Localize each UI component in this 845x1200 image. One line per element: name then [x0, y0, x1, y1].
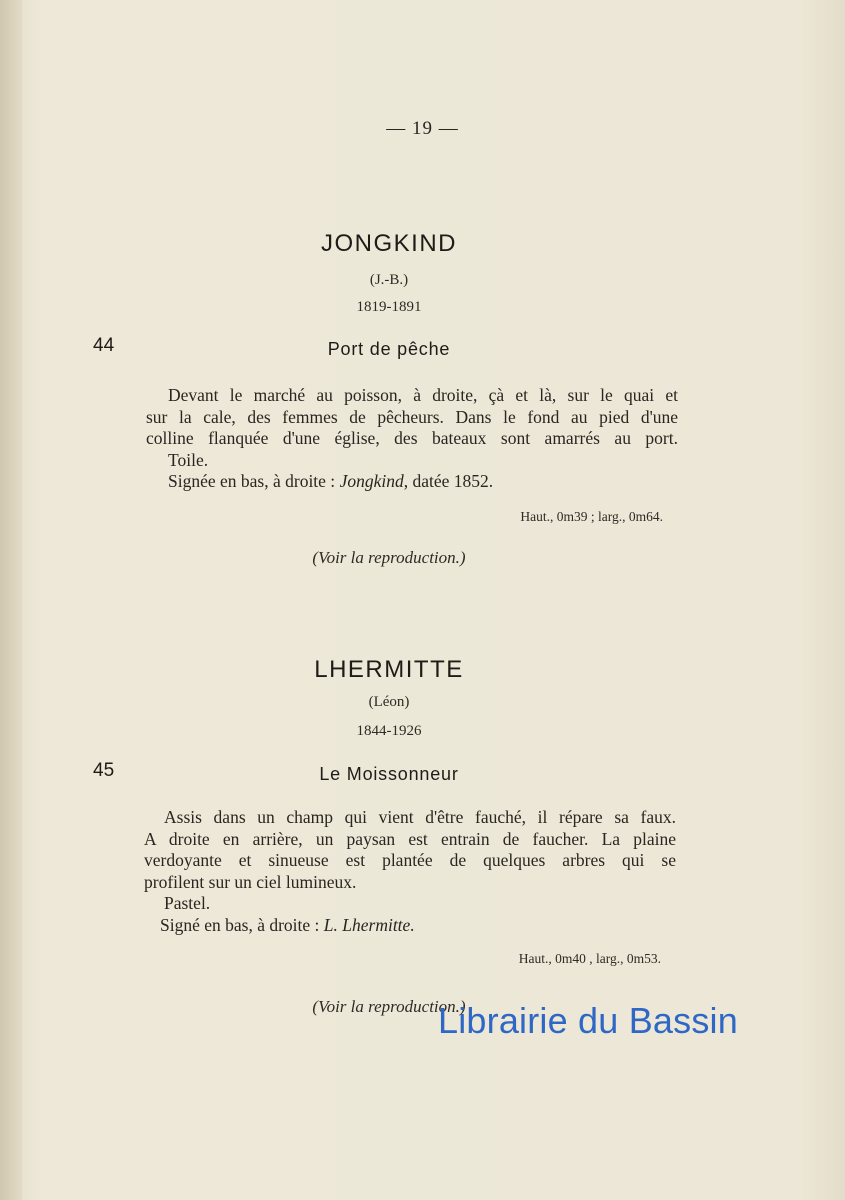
artwork-title: Port de pêche	[327, 339, 451, 359]
lot-number: 45	[93, 760, 115, 781]
artist-initials: (J.-B.)	[369, 272, 409, 288]
signature-name: L. Lhermitte.	[323, 914, 415, 935]
book-spine-shadow	[0, 0, 22, 1200]
artwork-description	[146, 385, 678, 493]
description-line: sur la cale, des femmes de pêcheurs. Dans le fond au pied d'une	[146, 406, 678, 427]
dimensions: Haut., 0m40 , larg., 0m53.	[518, 951, 661, 966]
dimensions: Haut., 0m39 ; larg., 0m64.	[520, 509, 663, 524]
signature-line: Signé en bas, à droite : L. Lhermitte.	[160, 914, 415, 935]
artwork-title: Le Moissonneur	[319, 764, 459, 784]
description-line: colline flanquée d'une église, des bateaux sont amarrés au port.	[146, 428, 678, 448]
description-line: A droite en arrière, un paysan est entrain de faucher. La plaine	[144, 828, 676, 849]
signature-name: Jongkind	[339, 471, 404, 491]
watermark-text: Librairie du Bassin	[438, 1000, 738, 1041]
medium: Toile.	[168, 449, 209, 470]
artist-initials: (Léon)	[368, 694, 410, 710]
description-line: verdoyante et sinueuse est plantée de quelques arbres qui se	[144, 850, 676, 870]
reproduction-note: (Voir la reproduction.)	[312, 548, 466, 567]
artist-dates: 1844-1926	[356, 723, 422, 739]
description-line: profilent sur un ciel lumineux.	[144, 871, 357, 892]
artist-name-lhermitte: LHERMITTE	[314, 656, 464, 683]
artist-dates: 1819-1891	[356, 299, 422, 315]
lot-number: 44	[93, 335, 115, 356]
artwork-description	[144, 807, 676, 936]
page-number: — 19 —	[386, 118, 459, 139]
description-line: Devant le marché au poisson, à droite, çà et là, sur le quai et	[168, 385, 678, 405]
medium: Pastel.	[164, 893, 211, 913]
artist-name-jongkind: JONGKIND	[320, 230, 457, 257]
description-line: Assis dans un champ qui vient d'être fauché, il répare sa faux.	[164, 807, 676, 827]
signature-line: Signée en bas, à droite : Jongkind, datée 1852.	[168, 471, 494, 491]
reproduction-note: (Voir la reproduction.)	[312, 997, 466, 1016]
